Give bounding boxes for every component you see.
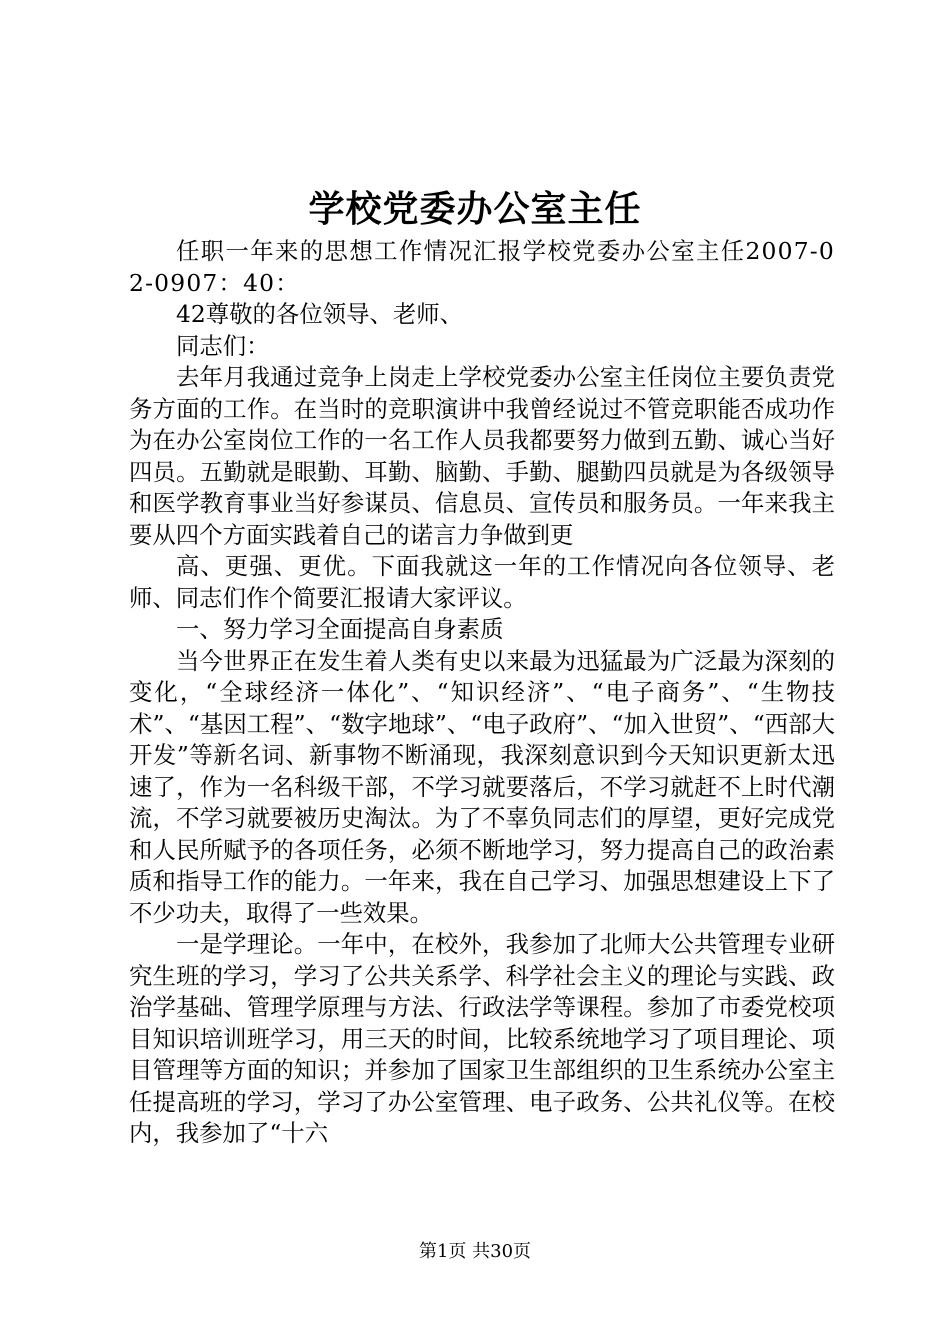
paragraph: 任职一年来的思想工作情况汇报学校党委办公室主任2007-02-0907：40： (129, 237, 835, 297)
paragraph: 去年月我通过竞争上岗走上学校党委办公室主任岗位主要负责党务方面的工作。在当时的竞职演讲中我曾经说过不管竞职能否成功作为在办公室岗位工作的一名工作人员我都要努力做到五勤、诚心当好四员。五勤就是眼勤、耳勤、脑勤、手勤、腿勤四员就是为各级领导和医学教育事业当好参谋员、信息员、宣传员和服务员。一年来我主要从四个方面实践着自己的诺言力争做到更 (129, 363, 835, 549)
paragraph: 42尊敬的各位领导、老师、 (176, 300, 464, 328)
paragraph: 同志们： (176, 331, 270, 360)
paragraph: 高、更强、更优。下面我就这一年的工作情况向各位领导、老师、同志们作个简要汇报请大家评议。 (129, 552, 835, 612)
page-footer: 第1页 共30页 (418, 1241, 532, 1262)
paragraph: 一是学理论。一年中，在校外，我参加了北师大公共管理专业研究生班的学习，学习了公共关系学、科学社会主义的理论与实践、政治学基础、管理学原理与方法、行政法学等课程。参加了市委党校项目知识培训班学习，用三天的时间，比较系统地学习了项目理论、项目管理等方面的知识；并参加了国家卫生部组织的卫生系统办公室主任提高班的学习，学习了办公室管理、电子政务、公共礼仪等。在校内，我参加了“十六 (129, 930, 835, 1147)
document-title: 学校党委办公室主任 (308, 188, 642, 230)
document-body (129, 236, 835, 1150)
paragraph: 当今世界正在发生着人类有史以来最为迅猛最为广泛最为深刻的变化，“全球经济一体化”、“知识经济”、“电子商务”、“生物技术”、“基因工程”、“数字地球”、“电子政府”、“加入世贸”、“西部大开发”等新名词、新事物不断涌现，我深刻意识到今天知识更新太迅速了，作为一名科级干部，不学习就要落后，不学习就赶不上时代潮流，不学习就要被历史淘汰。为了不辜负同志们的厚望，更好完成党和人民所赋予的各项任务，必须不断地学习，努力提高自己的政治素质和指导工作的能力。一年来，我在自己学习、加强思想建设上下了不少功夫，取得了一些效果。 (129, 646, 835, 927)
section-heading: 一、努力学习全面提高自身素质 (176, 615, 504, 643)
